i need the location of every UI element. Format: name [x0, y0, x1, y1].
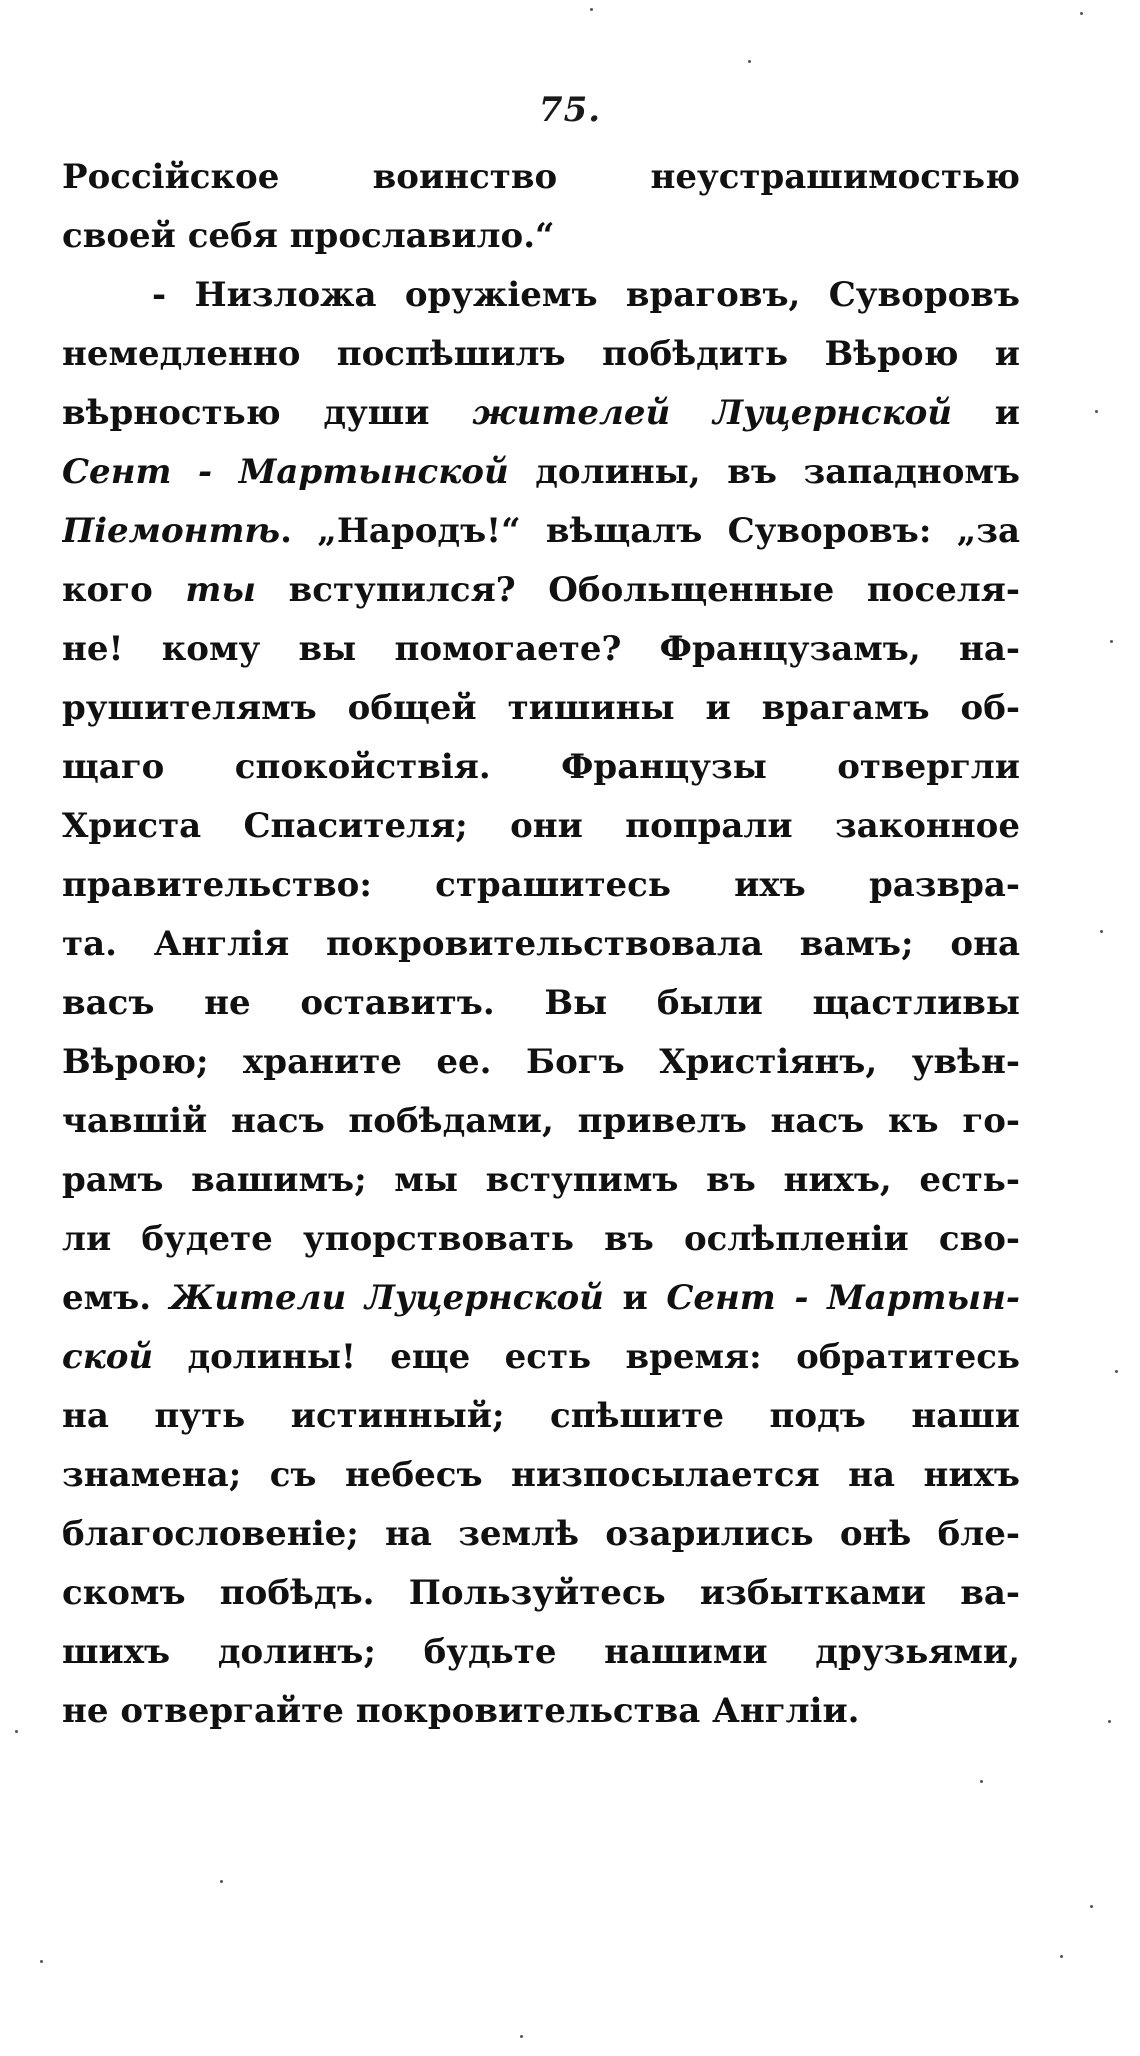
text-line: [62, 620, 1020, 679]
text-run: шихъ долинъ; будьте нашими друзьями,: [62, 1632, 1020, 1672]
text-line: [62, 1269, 1020, 1328]
text-run: емъ.: [62, 1278, 170, 1318]
italic-run: жителей Луцернской: [472, 393, 953, 433]
text-line: [62, 1033, 1020, 1092]
italic-run: Сент - Мартынской: [62, 452, 509, 492]
text-line: [62, 148, 1020, 207]
italic-run: ской: [62, 1337, 154, 1377]
text-line: [62, 1623, 1020, 1682]
text-line: [62, 207, 1020, 266]
text-run: - Низложа оружіемъ враговъ, Суворовъ: [152, 275, 1020, 315]
text-run: не отвергайте покровительства Англіи.: [62, 1691, 860, 1731]
text-run: та. Англія покровительствовала вамъ; она: [62, 924, 1020, 964]
body-text: [62, 148, 1020, 1741]
text-run: вступился? Обольщенные поселя-: [256, 570, 1020, 610]
text-run: долины, въ западномъ: [508, 452, 1020, 492]
scan-speck: [980, 1780, 983, 1783]
text-line: [62, 1564, 1020, 1623]
text-line: [62, 738, 1020, 797]
text-run: и: [603, 1278, 667, 1318]
italic-run: Жители Луцернской: [169, 1278, 604, 1318]
text-run: васъ не оставитъ. Вы были щастливы: [62, 983, 1020, 1023]
text-run: на путь истинный; спѣшите подъ наши: [62, 1396, 1020, 1436]
scan-speck: [1080, 12, 1083, 15]
text-run: рамъ вашимъ; мы вступимъ въ нихъ, есть-: [62, 1160, 1020, 1200]
scan-speck: [1090, 1905, 1093, 1908]
text-line: [62, 1151, 1020, 1210]
scan-speck: [1060, 1955, 1063, 1958]
text-line: [62, 679, 1020, 738]
scan-speck: [590, 8, 593, 11]
scan-speck: [1108, 1720, 1111, 1723]
scan-speck: [15, 1730, 18, 1733]
text-run: чавшій насъ побѣдами, привелъ насъ къ го-: [62, 1101, 1020, 1141]
italic-run: Сент - Мартын-: [666, 1278, 1020, 1318]
text-run: благословеніе; на землѣ озарились онѣ бле-: [62, 1514, 1020, 1554]
text-run: вѣрностью души: [62, 393, 473, 433]
text-line: [62, 1505, 1020, 1564]
text-run: рушителямъ общей тишины и врагамъ об-: [62, 688, 1020, 728]
italic-run: Піемонтѣ: [62, 511, 281, 551]
text-run: . „Народъ!“ вѣщалъ Суворовъ: „за: [280, 511, 1020, 551]
text-line: [62, 1446, 1020, 1505]
text-run: долины! еще есть время: обратитесь: [153, 1337, 1020, 1377]
text-line: [62, 915, 1020, 974]
scan-speck: [748, 60, 751, 63]
text-run: Россійское воинство неустрашимостью: [62, 157, 1020, 197]
text-run: кого: [62, 570, 186, 610]
scan-speck: [220, 1880, 223, 1883]
text-run: немедленно поспѣшилъ побѣдить Вѣрою и: [62, 334, 1020, 374]
text-line: [62, 384, 1020, 443]
text-run: своей себя прославило.“: [62, 216, 555, 256]
text-line: [62, 502, 1020, 561]
page-number: 75.: [538, 90, 602, 130]
text-line: [62, 266, 1020, 325]
text-run: и: [952, 393, 1020, 433]
text-line: [62, 1682, 1020, 1741]
text-run: щаго спокойствія. Французы отвергли: [62, 747, 1020, 787]
italic-run: ты: [185, 570, 256, 610]
text-run: Христа Спасителя; они попрали законное: [62, 806, 1020, 846]
text-run: скомъ побѣдъ. Пользуйтесь избытками ва-: [62, 1573, 1020, 1613]
text-line: [62, 856, 1020, 915]
text-line: [62, 325, 1020, 384]
scan-speck: [1115, 1370, 1118, 1373]
scan-speck: [1110, 640, 1113, 643]
text-line: [62, 443, 1020, 502]
text-run: Вѣрою; храните ее. Богъ Христіянъ, увѣн-: [62, 1042, 1020, 1082]
text-line: [62, 974, 1020, 1033]
scan-speck: [40, 1960, 43, 1963]
text-line: [62, 1210, 1020, 1269]
scan-speck: [520, 2035, 523, 2038]
text-line: [62, 561, 1020, 620]
text-line: [62, 1092, 1020, 1151]
text-run: не! кому вы помогаете? Французамъ, на-: [62, 629, 1020, 669]
scan-speck: [1095, 410, 1098, 413]
text-line: [62, 797, 1020, 856]
text-run: ли будете упорствовать въ ослѣпленіи сво-: [62, 1219, 1020, 1259]
text-run: знамена; съ небесъ низпосылается на нихъ: [62, 1455, 1020, 1495]
scan-speck: [1100, 930, 1103, 933]
text-line: [62, 1328, 1020, 1387]
text-line: [62, 1387, 1020, 1446]
text-run: правительство: страшитесь ихъ развра-: [62, 865, 1020, 905]
